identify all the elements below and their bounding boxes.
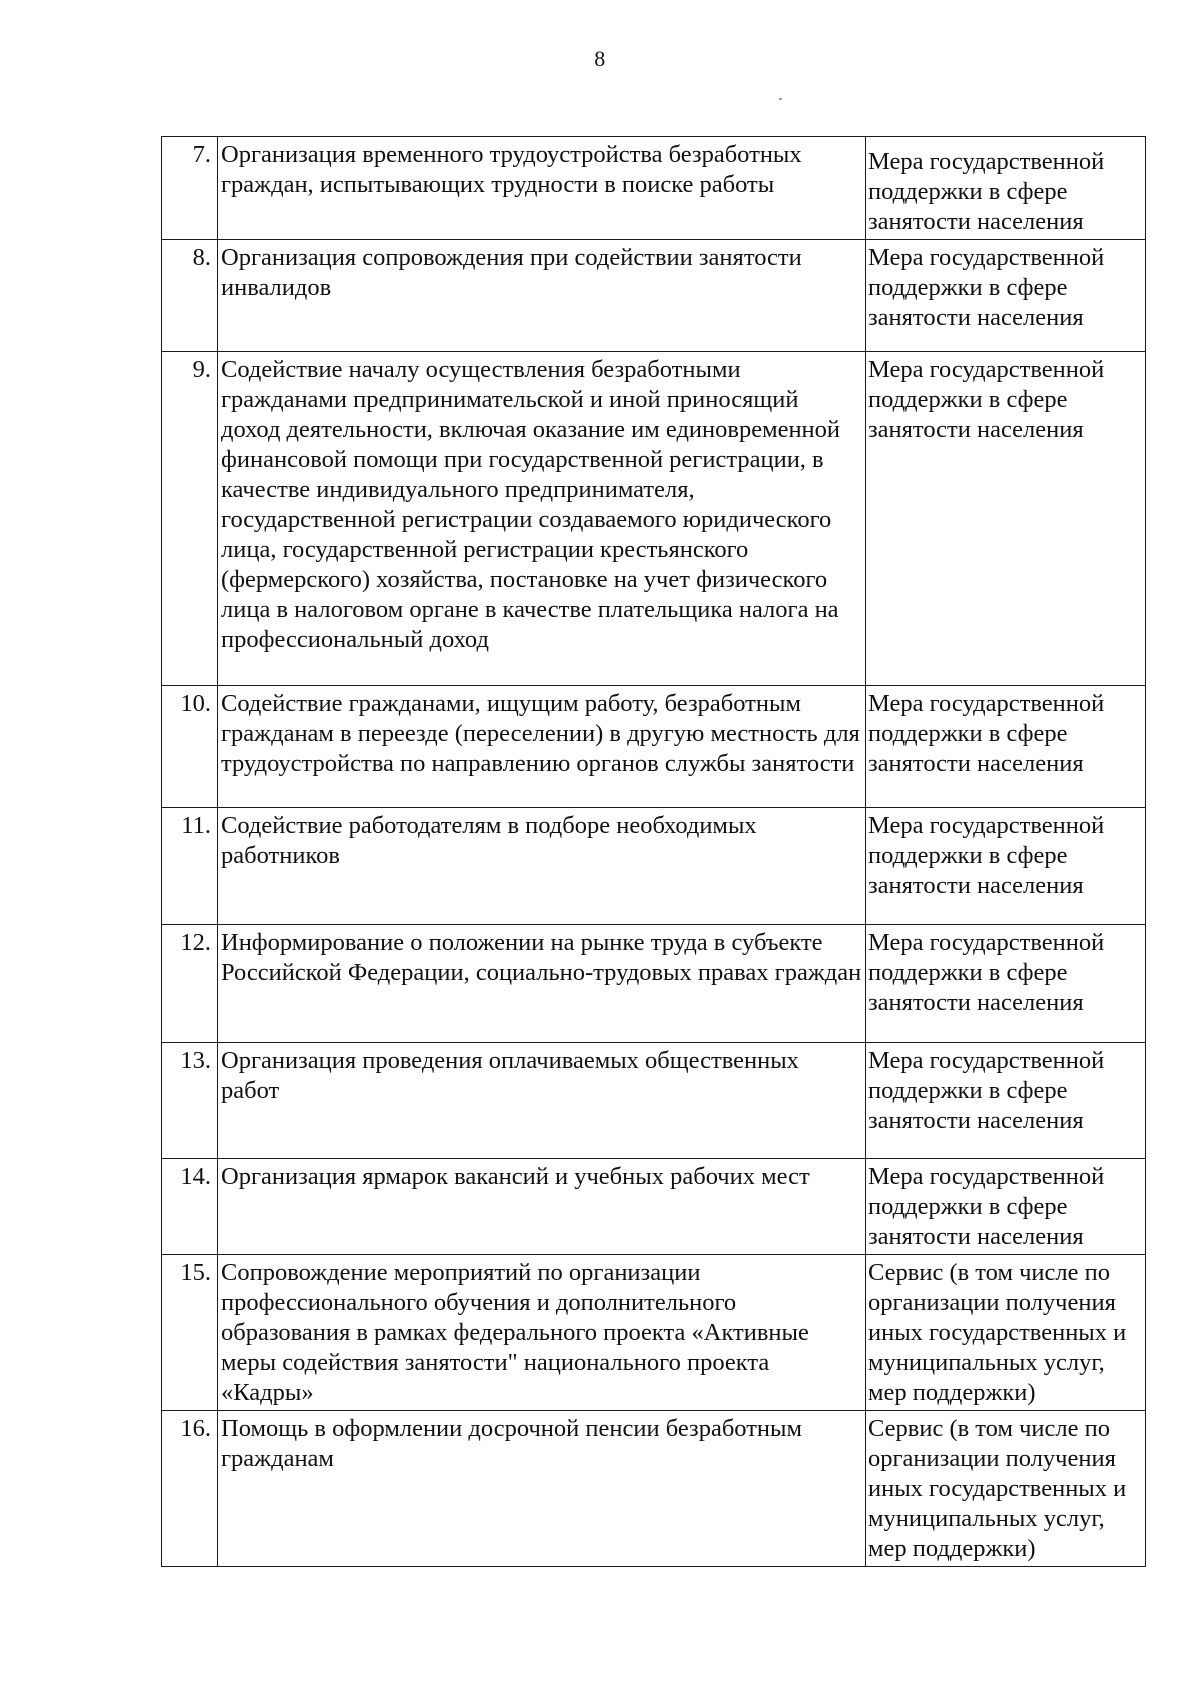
service-type: Мера государственной поддержки в сфере занятости населения (866, 1043, 1146, 1159)
row-number: 14. (162, 1159, 218, 1255)
row-number: 11. (162, 808, 218, 925)
table-row (162, 240, 1146, 352)
service-type: Мера государственной поддержки в сфере занятости населения (866, 352, 1146, 686)
table-row (162, 808, 1146, 925)
table-row (162, 1043, 1146, 1159)
scan-artifact (779, 98, 782, 100)
row-number: 9. (162, 352, 218, 686)
services-table (161, 136, 1146, 1567)
row-number: 8. (162, 240, 218, 352)
table-row (162, 1411, 1146, 1567)
service-type: Мера государственной поддержки в сфере занятости населения (866, 240, 1146, 352)
service-type: Мера государственной поддержки в сфере занятости населения (866, 925, 1146, 1043)
row-number: 13. (162, 1043, 218, 1159)
service-name: Содействие гражданами, ищущим работу, безработным гражданам в переезде (переселении) в другую местность для трудоустройства по направлению органов службы занятости (218, 686, 866, 808)
service-name: Сопровождение мероприятий по организации профессионального обучения и дополнительного образования в рамках федерального проекта «Активные меры содействия занятости" национального проекта «Кадры» (218, 1255, 866, 1411)
service-name: Организация ярмарок вакансий и учебных рабочих мест (218, 1159, 866, 1255)
service-name: Информирование о положении на рынке труда в субъекте Российской Федерации, социально-трудовых правах граждан (218, 925, 866, 1043)
table-row (162, 1159, 1146, 1255)
row-number: 15. (162, 1255, 218, 1411)
table-row (162, 352, 1146, 686)
service-name: Организация временного трудоустройства безработных граждан, испытывающих трудности в поиске работы (218, 137, 866, 240)
table-row (162, 686, 1146, 808)
service-type: Мера государственной поддержки в сфере занятости населения (866, 686, 1146, 808)
service-type: Сервис (в том числе по организации получения иных государственных и муниципальных услуг, мер поддержки) (866, 1411, 1146, 1567)
service-name: Помощь в оформлении досрочной пенсии безработным гражданам (218, 1411, 866, 1567)
service-name: Организация проведения оплачиваемых общественных работ (218, 1043, 866, 1159)
service-type: Мера государственной поддержки в сфере занятости населения (866, 1159, 1146, 1255)
row-number: 10. (162, 686, 218, 808)
table-row (162, 1255, 1146, 1411)
service-type: Мера государственной поддержки в сфере занятости населения (866, 137, 1146, 240)
page-number: 8 (594, 46, 606, 71)
service-type: Сервис (в том числе по организации получения иных государственных и муниципальных услуг, мер поддержки) (866, 1255, 1146, 1411)
service-name: Содействие началу осуществления безработными гражданами предпринимательской и иной приносящий доход деятельности, включая оказание им единовременной финансовой помощи при государственной регистрации, в качестве индивидуального предпринимателя, государственной регистрации создаваемого юридического лица, государственной регистрации крестьянского (фермерского) хозяйства, постановке на учет физического лица в налоговом органе в качестве плательщика налога на профессиональный доход (218, 352, 866, 686)
row-number: 16. (162, 1411, 218, 1567)
service-name: Организация сопровождения при содействии занятости инвалидов (218, 240, 866, 352)
row-number: 7. (162, 137, 218, 240)
row-number: 12. (162, 925, 218, 1043)
service-type: Мера государственной поддержки в сфере занятости населения (866, 808, 1146, 925)
table-row (162, 137, 1146, 240)
service-name: Содействие работодателям в подборе необходимых работников (218, 808, 866, 925)
table-row (162, 925, 1146, 1043)
